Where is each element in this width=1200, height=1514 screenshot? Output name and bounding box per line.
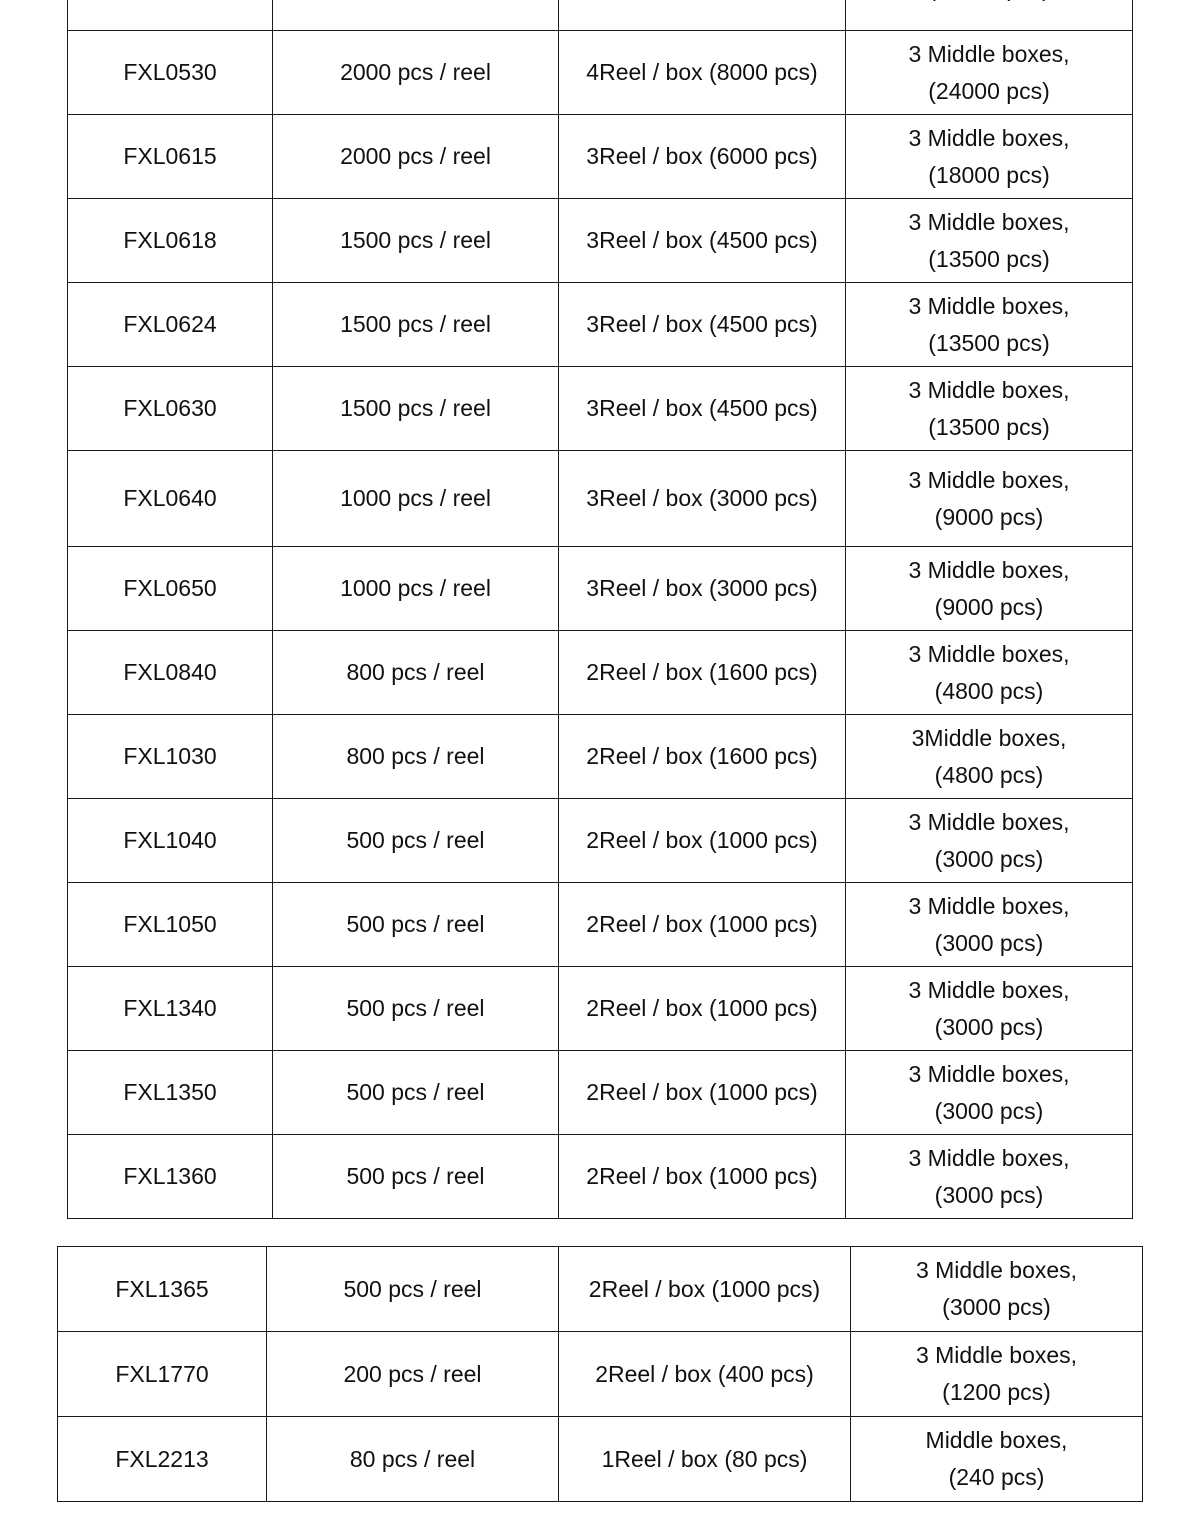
carton-line-1: 3 Middle boxes, — [908, 1060, 1070, 1087]
model-cell: FXL0650 — [68, 547, 273, 631]
model-cell: FXL0530 — [68, 31, 273, 115]
box-qty-cell: 3Reel / box (3000 pcs) — [559, 451, 846, 547]
box-qty-cell: 3Reel / box (4500 pcs) — [559, 283, 846, 367]
carton-qty-cell — [846, 367, 1133, 451]
carton-line-2: (3000 pcs) — [942, 1294, 1051, 1320]
carton-qty-cell — [846, 799, 1133, 883]
carton-line-1: 3 Middle boxes, — [908, 40, 1070, 67]
reel-qty-cell: 800 pcs / reel — [273, 631, 559, 715]
table-row — [58, 1247, 1143, 1332]
model-cell: FXL1350 — [68, 1051, 273, 1135]
carton-line-1: 3 Middle boxes, — [908, 808, 1070, 835]
box-qty-cell: 2Reel / box (1000 pcs) — [559, 1051, 846, 1135]
carton-line-2: (13500 pcs) — [928, 329, 1050, 356]
carton-line-2: (3000 pcs) — [934, 1181, 1044, 1208]
table-row — [68, 1135, 1133, 1219]
reel-qty-cell: 80 pcs / reel — [267, 1417, 559, 1502]
carton-line-1: 3 Middle boxes, — [908, 208, 1070, 235]
carton-qty-cell — [846, 715, 1133, 799]
carton-qty-cell — [851, 1417, 1143, 1502]
model-cell: FXL0624 — [68, 283, 273, 367]
reel-qty-cell: 2000 pcs / reel — [273, 31, 559, 115]
box-qty-cell: 2Reel / box (1000 pcs) — [559, 883, 846, 967]
packing-table-continued — [57, 1246, 1143, 1502]
carton-line-1: 3 Middle boxes, — [908, 892, 1070, 919]
reel-qty-cell: 2000 pcs / reel — [273, 115, 559, 199]
carton-qty-cell — [846, 283, 1133, 367]
carton-qty-cell — [846, 631, 1133, 715]
reel-qty-cell: 200 pcs / reel — [267, 1332, 559, 1417]
box-qty-cell: 2Reel / box (1600 pcs) — [559, 631, 846, 715]
reel-qty-cell: 1500 pcs / reel — [273, 283, 559, 367]
carton-qty-cell — [846, 0, 1133, 31]
model-cell — [68, 0, 273, 31]
carton-line-2: (1200 pcs) — [942, 1379, 1051, 1405]
carton-line-2: (4800 pcs) — [934, 761, 1044, 788]
table-row — [68, 967, 1133, 1051]
table-row — [68, 547, 1133, 631]
model-cell: FXL1040 — [68, 799, 273, 883]
box-qty-cell: 2Reel / box (1000 pcs) — [559, 799, 846, 883]
reel-qty-cell — [273, 0, 559, 31]
model-cell: FXL1340 — [68, 967, 273, 1051]
table-row — [68, 715, 1133, 799]
table-row — [68, 31, 1133, 115]
carton-qty-cell — [851, 1247, 1143, 1332]
table-row — [68, 199, 1133, 283]
table-row — [68, 799, 1133, 883]
table-row — [58, 1417, 1143, 1502]
reel-qty-cell: 800 pcs / reel — [273, 715, 559, 799]
table-row — [68, 283, 1133, 367]
model-cell: FXL1770 — [58, 1332, 267, 1417]
carton-line-2: (24000 pcs) — [928, 77, 1050, 104]
carton-line-2: (3000 pcs) — [934, 929, 1044, 956]
reel-qty-cell: 500 pcs / reel — [273, 967, 559, 1051]
reel-qty-cell: 1000 pcs / reel — [273, 451, 559, 547]
box-qty-cell: 3Reel / box (4500 pcs) — [559, 367, 846, 451]
model-cell: FXL0640 — [68, 451, 273, 547]
box-qty-cell: 3Reel / box (3000 pcs) — [559, 547, 846, 631]
carton-line-1: 3 Middle boxes, — [915, 1257, 1078, 1283]
carton-qty-cell — [846, 547, 1133, 631]
box-qty-cell: 2Reel / box (1000 pcs) — [559, 967, 846, 1051]
reel-qty-cell: 500 pcs / reel — [273, 799, 559, 883]
carton-line-1: 3 Middle boxes, — [908, 1144, 1070, 1171]
carton-line-2: (3000 pcs) — [934, 1097, 1044, 1124]
table-row — [68, 367, 1133, 451]
box-qty-cell: 3Reel / box (4500 pcs) — [559, 199, 846, 283]
carton-line-1: 3 Middle boxes, — [908, 466, 1070, 493]
carton-line-1: Middle boxes, — [925, 1427, 1068, 1453]
carton-line-2: (13500 pcs) — [928, 245, 1050, 272]
table-row — [68, 0, 1133, 31]
box-qty-cell — [559, 0, 846, 31]
carton-qty-cell — [851, 1332, 1143, 1417]
carton-line-1: 3Middle boxes, — [911, 724, 1067, 751]
table-row — [68, 631, 1133, 715]
carton-line-2: (3000 pcs) — [934, 1013, 1044, 1040]
box-qty-cell: 2Reel / box (1600 pcs) — [559, 715, 846, 799]
reel-qty-cell: 500 pcs / reel — [273, 1051, 559, 1135]
carton-qty-cell — [846, 31, 1133, 115]
box-qty-cell: 2Reel / box (1000 pcs) — [559, 1247, 851, 1332]
reel-qty-cell: 1500 pcs / reel — [273, 367, 559, 451]
reel-qty-cell: 1000 pcs / reel — [273, 547, 559, 631]
box-qty-cell: 3Reel / box (6000 pcs) — [559, 115, 846, 199]
carton-line-1: 3 Middle boxes, — [908, 976, 1070, 1003]
table-row — [58, 1332, 1143, 1417]
carton-line-2: (9000 pcs) — [934, 593, 1044, 620]
carton-line-2: (4800 pcs) — [934, 677, 1044, 704]
table-row — [68, 115, 1133, 199]
carton-line-1: 3 Middle boxes, — [908, 124, 1070, 151]
carton-line-2: (13500 pcs) — [928, 413, 1050, 440]
carton-line-1: 3 Middle boxes, — [915, 1342, 1078, 1368]
model-cell: FXL1360 — [68, 1135, 273, 1219]
model-cell: FXL0615 — [68, 115, 273, 199]
carton-qty-cell — [846, 967, 1133, 1051]
carton-qty-cell — [846, 199, 1133, 283]
reel-qty-cell: 500 pcs / reel — [267, 1247, 559, 1332]
box-qty-cell: 2Reel / box (400 pcs) — [559, 1332, 851, 1417]
box-qty-cell: 4Reel / box (8000 pcs) — [559, 31, 846, 115]
carton-qty-cell — [846, 1051, 1133, 1135]
model-cell: FXL1050 — [68, 883, 273, 967]
model-cell: FXL0618 — [68, 199, 273, 283]
carton-line-1: 3 Middle boxes, — [908, 640, 1070, 667]
reel-qty-cell: 500 pcs / reel — [273, 1135, 559, 1219]
model-cell: FXL2213 — [58, 1417, 267, 1502]
carton-line-2: (9000 pcs) — [934, 503, 1044, 530]
carton-qty-cell — [846, 451, 1133, 547]
carton-line-1: 3 Middle boxes, — [908, 376, 1070, 403]
table-row — [68, 451, 1133, 547]
box-qty-cell: 1Reel / box (80 pcs) — [559, 1417, 851, 1502]
carton-line-1: 3 Middle boxes, — [908, 292, 1070, 319]
carton-line-1: 3 Middle boxes, — [908, 556, 1070, 583]
packing-table-main — [67, 0, 1133, 1219]
model-cell: FXL1365 — [58, 1247, 267, 1332]
carton-line-2: (240 pcs) — [948, 1464, 1045, 1490]
model-cell: FXL0840 — [68, 631, 273, 715]
model-cell: FXL0630 — [68, 367, 273, 451]
carton-line-2: (3000 pcs) — [934, 845, 1044, 872]
box-qty-cell: 2Reel / box (1000 pcs) — [559, 1135, 846, 1219]
carton-line-2 — [846, 0, 1132, 7]
table-row — [68, 1051, 1133, 1135]
carton-qty-cell — [846, 1135, 1133, 1219]
reel-qty-cell: 1500 pcs / reel — [273, 199, 559, 283]
table-row — [68, 883, 1133, 967]
carton-qty-cell — [846, 883, 1133, 967]
carton-qty-cell — [846, 115, 1133, 199]
model-cell: FXL1030 — [68, 715, 273, 799]
carton-line-2: (18000 pcs) — [928, 161, 1050, 188]
reel-qty-cell: 500 pcs / reel — [273, 883, 559, 967]
